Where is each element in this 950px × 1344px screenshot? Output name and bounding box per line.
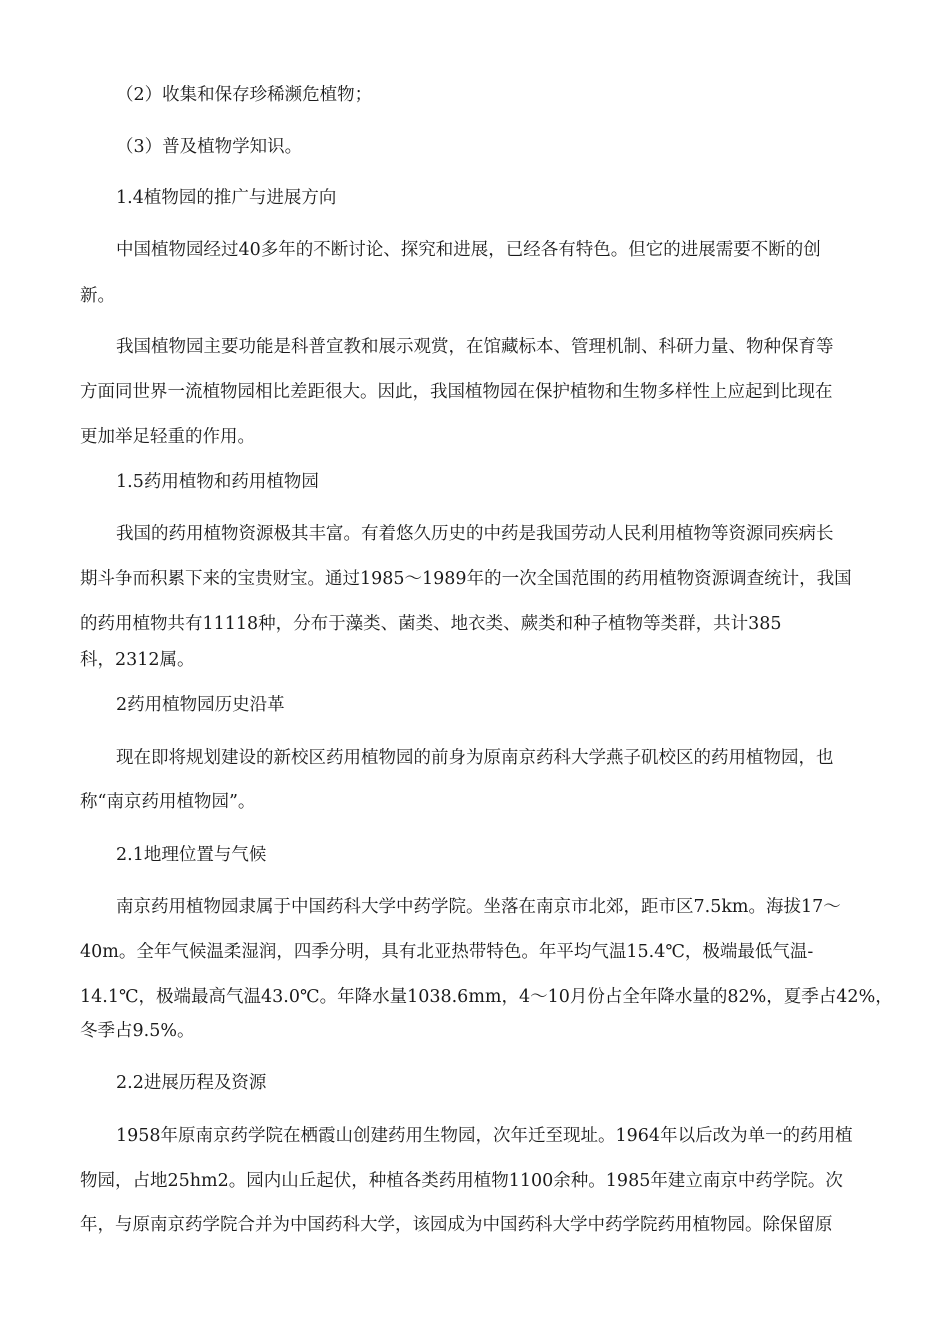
- paragraph-line: 我国植物园主要功能是科普宣教和展示观赏，在馆藏标本、管理机制、科研力量、物种保育等: [116, 337, 834, 357]
- paragraph-line: 期斗争而积累下来的宝贵财宝。通过1985～1989年的一次全国范围的药用植物资源调查统计，我国: [80, 569, 852, 589]
- section-heading-2-2: 2.2进展历程及资源: [116, 1073, 267, 1093]
- section-heading-2-1: 2.1地理位置与气候: [116, 845, 267, 865]
- list-item-2: （2）收集和保存珍稀濒危植物；: [116, 85, 373, 105]
- paragraph-line: 科，2312属。: [80, 650, 195, 670]
- paragraph-line: 40m。全年气候温柔湿润，四季分明，具有北亚热带特色。年平均气温15.4℃，极端最低气温-: [80, 942, 814, 962]
- section-heading-2: 2药用植物园历史沿革: [116, 695, 285, 715]
- paragraph-line: 新。: [80, 286, 115, 306]
- paragraph-line: 现在即将规划建设的新校区药用植物园的前身为原南京药科大学燕子矶校区的药用植物园，也: [116, 748, 834, 768]
- section-heading-1-4: 1.4植物园的推广与进展方向: [116, 188, 337, 208]
- paragraph-line: 年，与原南京药学院合并为中国药科大学，该园成为中国药科大学中药学院药用植物园。除保留原: [80, 1215, 833, 1235]
- paragraph-line: 1958年原南京药学院在栖霞山创建药用生物园，次年迁至现址。1964年以后改为单一的药用植: [116, 1126, 853, 1146]
- paragraph-line: 14.1℃，极端最高气温43.0℃。年降水量1038.6mm，4～10月份占全年降水量的82%，夏季占42%，: [80, 987, 893, 1007]
- list-item-3: （3）普及植物学知识。: [116, 137, 303, 157]
- paragraph-line: 方面同世界一流植物园相比差距很大。因此，我国植物园在保护植物和生物多样性上应起到比现在: [80, 382, 833, 402]
- paragraph-line: 称“南京药用植物园”。: [80, 792, 256, 812]
- paragraph-line: 我国的药用植物资源极其丰富。有着悠久历史的中药是我国劳动人民利用植物等资源同疾病长: [116, 524, 834, 544]
- paragraph-line: 的药用植物共有11118种，分布于藻类、菌类、地衣类、蕨类和种子植物等类群，共计385: [80, 614, 782, 634]
- paragraph-line: 冬季占9.5%。: [80, 1021, 195, 1041]
- section-heading-1-5: 1.5药用植物和药用植物园: [116, 472, 319, 492]
- document-page: [80, 0, 893, 1344]
- paragraph-line: 更加举足轻重的作用。: [80, 427, 255, 447]
- paragraph-line: 南京药用植物园隶属于中国药科大学中药学院。坐落在南京市北郊，距市区7.5km。海拔17～: [116, 897, 841, 917]
- paragraph-line: 中国植物园经过40多年的不断讨论、探究和进展，已经各有特色。但它的进展需要不断的创: [116, 240, 821, 260]
- paragraph-line: 物园，占地25hm2。园内山丘起伏，种植各类药用植物1100余种。1985年建立南京中药学院。次: [80, 1171, 843, 1191]
